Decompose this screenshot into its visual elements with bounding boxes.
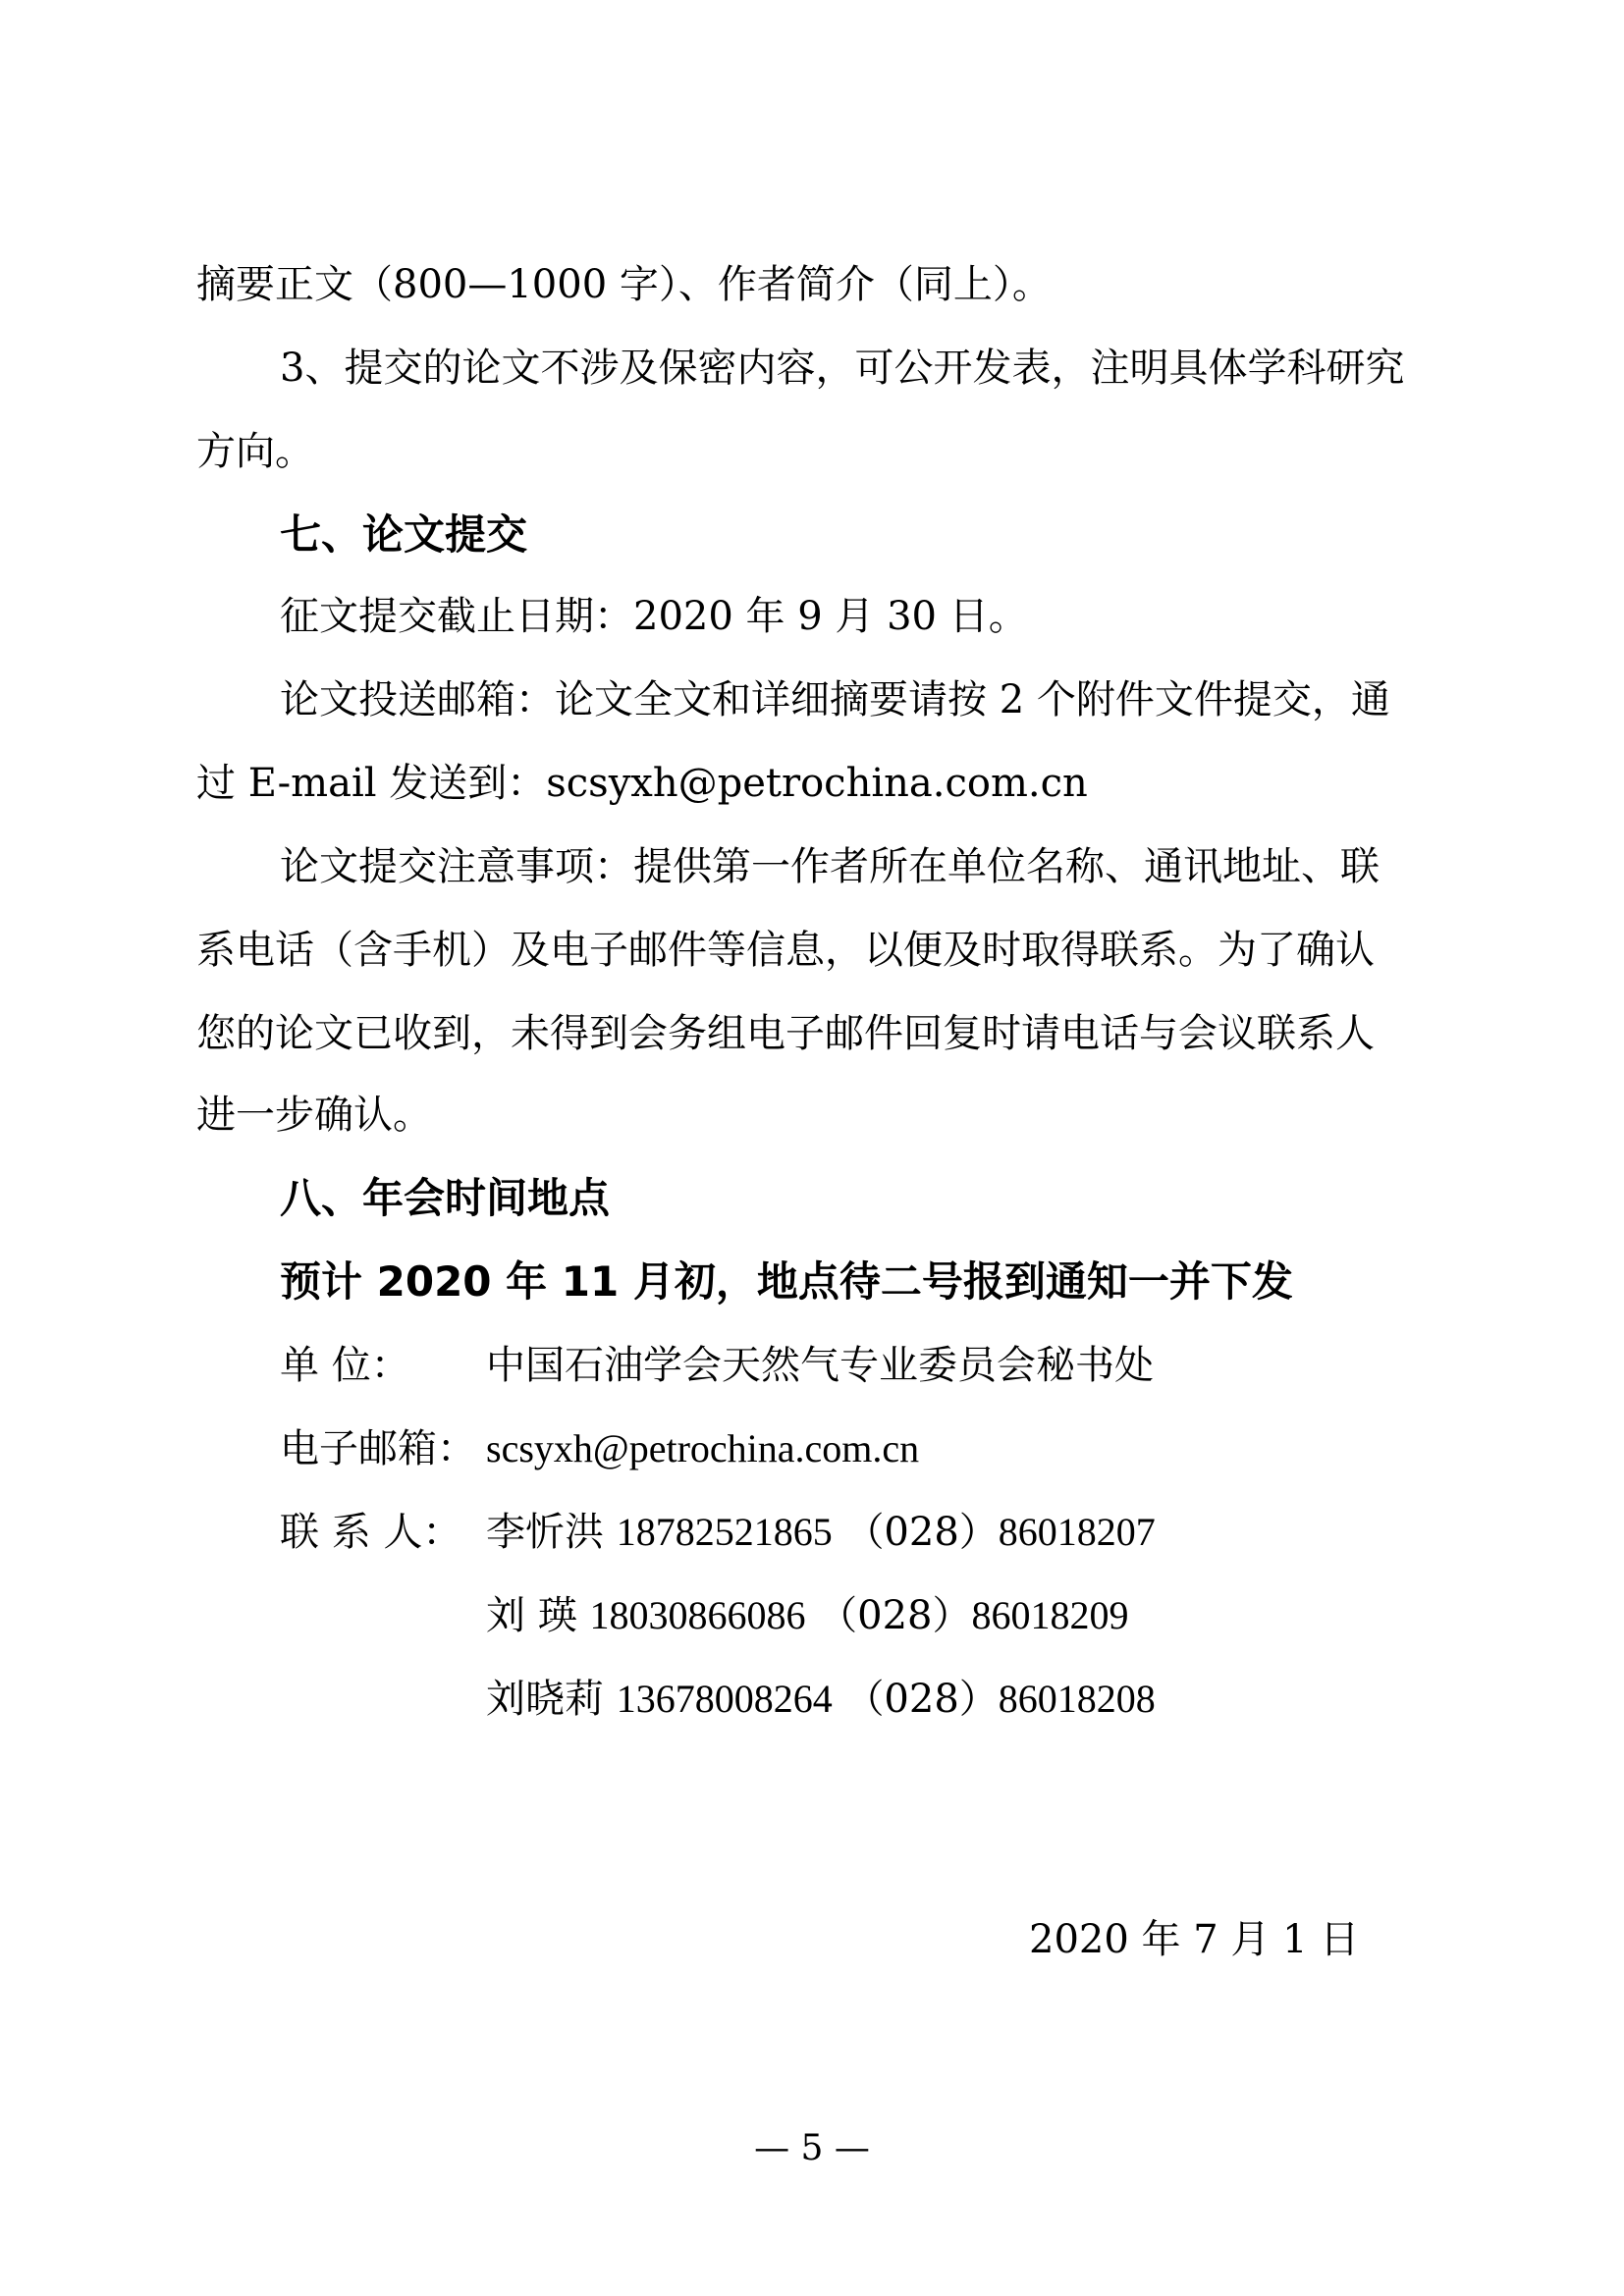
person-mobile: 18030866086 bbox=[589, 1593, 806, 1637]
person-name: 刘晓莉 bbox=[486, 1677, 604, 1722]
unit-label: 单 位： bbox=[280, 1343, 410, 1388]
page-number: — 5 — bbox=[754, 2128, 870, 2168]
contact-person-row bbox=[280, 1505, 1156, 1560]
text-line: 3、提交的论文不涉及保密内容，可公开发表，注明具体学科研究 bbox=[280, 346, 1405, 391]
text-line: 摘要正文（800—1000 字）、作者简介（同上）。 bbox=[196, 262, 1052, 307]
text-line: 论文投送邮箱：论文全文和详细摘要请按 2 个附件文件提交，通 bbox=[280, 677, 1390, 722]
person-tel: 86018208 bbox=[998, 1677, 1156, 1721]
person-mobile: 18782521865 bbox=[616, 1510, 833, 1554]
person-name: 李忻洪 bbox=[486, 1510, 604, 1555]
contact-person-row bbox=[486, 1588, 1129, 1643]
text-line: 征文提交截止日期：2020 年 9 月 30 日。 bbox=[280, 594, 1028, 639]
text-line: 您的论文已收到，未得到会务组电子邮件回复时请电话与会议联系人 bbox=[196, 1011, 1375, 1056]
document-date: 2020 年 7 月 1 日 bbox=[1029, 1917, 1360, 1962]
person-name: 刘 瑛 bbox=[486, 1593, 577, 1638]
text-line: 论文提交注意事项：提供第一作者所在单位名称、通讯地址、联 bbox=[280, 844, 1380, 889]
email-value: scsyxh@petrochina.com.cn bbox=[486, 1426, 920, 1470]
person-area-code: （028） bbox=[818, 1593, 972, 1638]
unit-value: 中国石油学会天然气专业委员会秘书处 bbox=[486, 1343, 1154, 1388]
section-heading: 八、年会时间地点 bbox=[280, 1174, 611, 1222]
contact-email-row bbox=[280, 1421, 919, 1476]
email-label: 电子邮箱： bbox=[280, 1426, 476, 1471]
contact-unit-row bbox=[280, 1338, 1154, 1393]
text-line: 过 E-mail 发送到：scsyxh@petrochina.com.cn bbox=[196, 761, 1088, 806]
person-mobile: 13678008264 bbox=[616, 1677, 833, 1721]
person-tel: 86018209 bbox=[971, 1593, 1129, 1637]
schedule-line: 预计 2020 年 11 月初，地点待二号报到通知一并下发 bbox=[280, 1257, 1293, 1306]
text-line: 方向。 bbox=[196, 429, 314, 474]
text-line: 进一步确认。 bbox=[196, 1093, 432, 1138]
text-line: 系电话（含手机）及电子邮件等信息，以便及时取得联系。为了确认 bbox=[196, 928, 1375, 973]
contact-person-row bbox=[486, 1672, 1156, 1727]
person-area-code: （028） bbox=[844, 1677, 999, 1722]
person-label: 联 系 人： bbox=[280, 1510, 462, 1555]
section-heading: 七、论文提交 bbox=[280, 510, 528, 559]
person-tel: 86018207 bbox=[998, 1510, 1156, 1554]
person-area-code: （028） bbox=[844, 1510, 999, 1555]
